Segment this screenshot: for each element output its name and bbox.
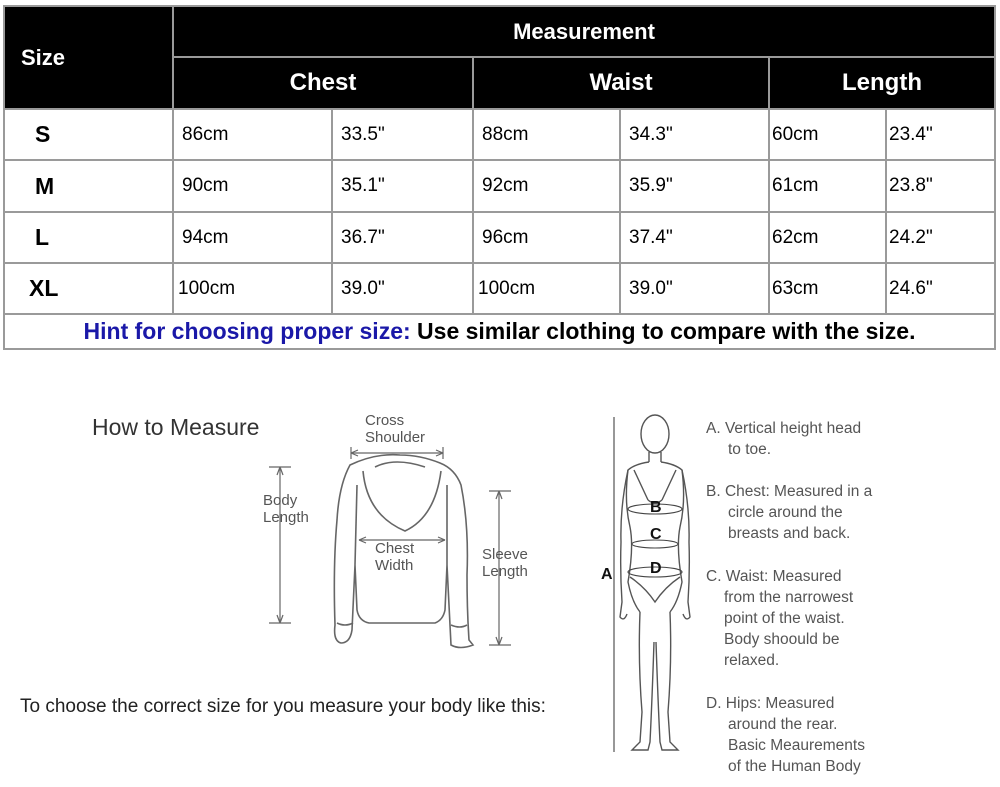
note-height: A. Vertical height head to toe. xyxy=(706,420,862,458)
waist-cm-cell: 96cm xyxy=(473,212,620,263)
size-cell: M xyxy=(4,160,173,212)
size-cell: L xyxy=(4,212,173,263)
letter-b: B xyxy=(650,499,662,516)
length-inch-cell: 24.2" xyxy=(886,212,995,263)
sleeve-length-label: Sleeve Length xyxy=(482,546,528,580)
waist-inch-cell: 34.3" xyxy=(620,109,769,160)
note-chest: B. Chest: Measured in a circle around the breasts and back. xyxy=(706,483,873,542)
body-length-label: Body Length xyxy=(263,492,309,526)
length-inch-cell: 24.6" xyxy=(886,263,995,314)
waist-header: Waist xyxy=(473,57,769,109)
length-cm-cell: 61cm xyxy=(769,160,886,212)
table-row xyxy=(4,263,995,314)
length-cm-cell: 63cm xyxy=(769,263,886,314)
size-header: Size xyxy=(4,6,173,109)
note-waist: C. Waist: Measured from the narrowest point of the waist. Body shoould be relaxed. xyxy=(706,568,854,669)
size-cell: XL xyxy=(4,263,173,314)
chest-cm-cell: 94cm xyxy=(173,212,332,263)
table-row xyxy=(4,212,995,263)
hint-label: Hint for choosing proper size: xyxy=(83,318,411,344)
table-row xyxy=(4,160,995,212)
size-chart-table xyxy=(3,5,996,350)
how-to-measure-title: How to Measure xyxy=(92,414,260,440)
table-row xyxy=(4,109,995,160)
letter-a: A xyxy=(601,566,613,583)
chest-cm-cell: 86cm xyxy=(173,109,332,160)
size-cell: S xyxy=(4,109,173,160)
length-inch-cell: 23.8" xyxy=(886,160,995,212)
measurement-header: Measurement xyxy=(173,6,995,57)
waist-inch-cell: 35.9" xyxy=(620,160,769,212)
chest-inch-cell: 33.5" xyxy=(332,109,473,160)
hint-text: Use similar clothing to compare with the size. xyxy=(410,318,916,344)
body-diagram xyxy=(610,412,700,762)
chest-inch-cell: 35.1" xyxy=(332,160,473,212)
size-hint xyxy=(4,314,995,349)
length-header: Length xyxy=(769,57,995,109)
length-inch-cell: 23.4" xyxy=(886,109,995,160)
cross-shoulder-label: Cross Shoulder xyxy=(365,412,426,446)
letter-d: D xyxy=(650,560,662,577)
chest-width-label: Chest Width xyxy=(375,540,415,574)
waist-cm-cell: 100cm xyxy=(473,263,620,314)
length-cm-cell: 62cm xyxy=(769,212,886,263)
waist-cm-cell: 88cm xyxy=(473,109,620,160)
chest-cm-cell: 90cm xyxy=(173,160,332,212)
choose-size-instruction: To choose the correct size for you measure your body like this: xyxy=(20,696,546,717)
chest-cm-cell: 100cm xyxy=(173,263,332,314)
length-cm-cell: 60cm xyxy=(769,109,886,160)
chest-inch-cell: 39.0" xyxy=(332,263,473,314)
waist-inch-cell: 37.4" xyxy=(620,212,769,263)
note-hips: D. Hips: Measured around the rear. Basic Meaurements of the Human Body xyxy=(706,695,865,775)
waist-inch-cell: 39.0" xyxy=(620,263,769,314)
waist-cm-cell: 92cm xyxy=(473,160,620,212)
letter-c: C xyxy=(650,526,662,543)
chest-header: Chest xyxy=(173,57,473,109)
chest-inch-cell: 36.7" xyxy=(332,212,473,263)
